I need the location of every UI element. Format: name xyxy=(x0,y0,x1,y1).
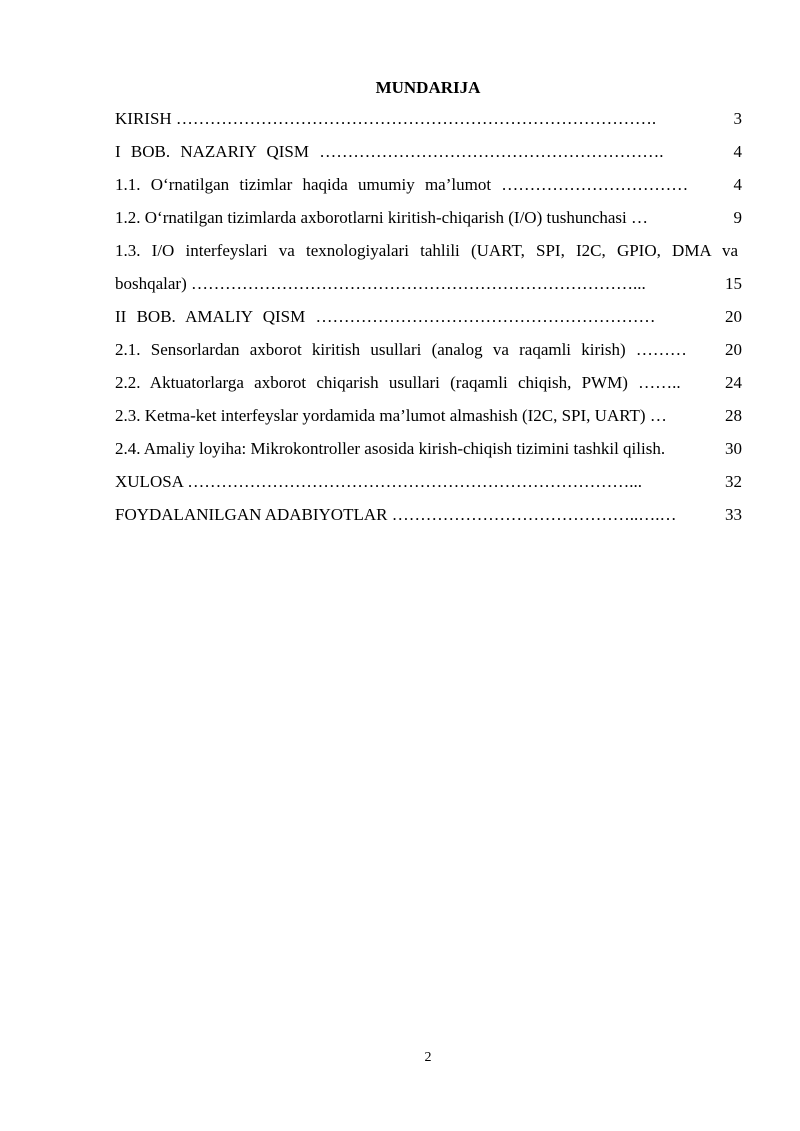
toc-entry-1-3[interactable] xyxy=(115,240,742,273)
toc-entry-text: KIRISH …………………………………………………………………………. xyxy=(115,109,657,128)
toc-entry-page: 20 xyxy=(725,307,742,326)
toc-entry-text: I BOB. NAZARIY QISM ……………………………………………………. xyxy=(115,142,664,161)
toc-entry-page: 33 xyxy=(725,505,742,524)
toc-entry-2-3[interactable] xyxy=(115,405,742,438)
toc-entry-page: 4 xyxy=(733,175,742,194)
toc-entry-text: 2.3. Ketma-ket interfeyslar yordamida ma’lumot almashish (I2C, SPI, UART) … xyxy=(115,406,667,425)
toc-entry-page: 32 xyxy=(725,472,742,491)
toc-entry-chapter-1[interactable] xyxy=(115,141,742,174)
toc-entry-1-2[interactable] xyxy=(115,207,742,240)
toc-entry-text: 1.2. O‘rnatilgan tizimlarda axborotlarni kiritish-chiqarish (I/O) tushunchasi … xyxy=(115,208,649,227)
toc-entry-text: 2.4. Amaliy loyiha: Mikrokontroller asosida kirish-chiqish tizimini tashkil qilish. xyxy=(115,439,666,458)
toc-entry-page: 3 xyxy=(733,109,742,128)
toc-entry-xulosa[interactable] xyxy=(115,471,742,504)
toc-entry-references[interactable] xyxy=(115,504,742,537)
toc-entry-2-2[interactable] xyxy=(115,372,742,405)
toc-entry-page: 24 xyxy=(725,373,742,392)
toc-entry-2-4[interactable] xyxy=(115,438,742,471)
toc-entry-page: 30 xyxy=(725,439,742,458)
toc-entry-page: 9 xyxy=(733,208,742,227)
page-title: MUNDARIJA xyxy=(375,78,481,97)
toc-entry-chapter-2[interactable] xyxy=(115,306,742,339)
toc-entry-text: 1.3. I/O interfeyslari va texnologiyalari tahlili (UART, SPI, I2C, GPIO, DMA va xyxy=(115,241,738,260)
page-number: 2 xyxy=(424,1050,432,1065)
toc-entry-text: 2.2. Aktuatorlarga axborot chiqarish usullari (raqamli chiqish, PWM) …….. xyxy=(115,373,681,392)
toc-entry-page: 20 xyxy=(725,340,742,359)
table-of-contents xyxy=(115,108,742,537)
toc-entry-text: 2.1. Sensorlardan axborot kiritish usullari (analog va raqamli kirish) ……… xyxy=(115,340,687,359)
toc-entry-page: 28 xyxy=(725,406,742,425)
toc-entry-1-1[interactable] xyxy=(115,174,742,207)
toc-entry-1-3-continued[interactable] xyxy=(115,273,742,306)
toc-entry-text: FOYDALANILGAN ADABIYOTLAR ……………………………………..….… xyxy=(115,505,677,524)
toc-entry-text: boshqalar) ……………………………………………………………………... xyxy=(115,274,646,293)
toc-entry-text: 1.1. O‘rnatilgan tizimlar haqida umumiy ma’lumot …………………………… xyxy=(115,175,689,194)
toc-entry-text: XULOSA ……………………………………………………………………... xyxy=(115,472,643,491)
toc-entry-text: II BOB. AMALIY QISM …………………………………………………… xyxy=(115,307,656,326)
toc-entry-page: 4 xyxy=(733,142,742,161)
toc-entry-kirish[interactable] xyxy=(115,108,742,141)
toc-entry-page: 15 xyxy=(725,274,742,293)
toc-entry-2-1[interactable] xyxy=(115,339,742,372)
